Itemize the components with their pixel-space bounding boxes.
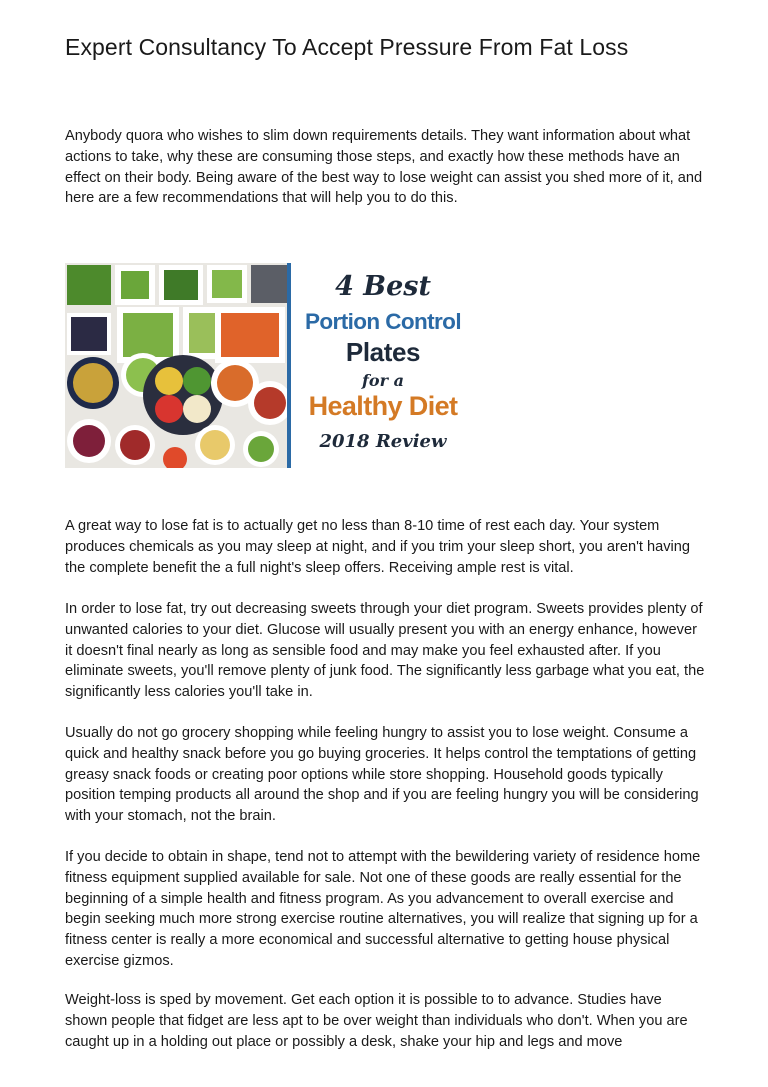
banner-line-plates: Plates (345, 337, 421, 367)
body-paragraph: Usually do not go grocery shopping while feeling hungry to assist you to lose weight. Consume a quick and healthy snack before you go buying groceries. It helps control the temptations of getting greasy snack foods or creating poor options while store shopping. Household goods typically position temping products all around the shop and if you are feeling hungry you will be considering with your stomach, not the brain. (65, 725, 699, 825)
banner-line-review: 2018 Review (319, 431, 447, 452)
intro-paragraph: Anybody quora who wishes to slim down requirements details. They want information about what actions to take, why these are consuming those steps, and exactly how these methods have an effect on their body. Being aware of the best way to lose weight can assist you shed more of it, and here are a few recommendations that will help you to do this. (65, 128, 703, 207)
banner-line-for-a: for a (362, 371, 404, 390)
banner-panel (287, 263, 475, 468)
page-title: Expert Consultancy To Accept Pressure From Fat Loss (65, 34, 629, 60)
body-paragraph: A great way to lose fat is to actually get no less than 8-10 time of rest each day. Your system produces chemicals as you may sleep at night, and if you trim your sleep short, you aren't having the complete benefit the a full night's sleep offers. Receiving ample rest is vital. (65, 518, 690, 576)
banner-line-healthy-diet: Healthy Diet (308, 391, 458, 421)
banner-line-portion-control: Portion Control (305, 309, 461, 334)
food-bowls-photo (65, 263, 287, 468)
article-image (65, 263, 475, 468)
body-paragraph: Weight-loss is sped by movement. Get each option it is possible to to advance. Studies have shown people that fidget are less apt to be over weight than individuals who don't. When you are caught up in a holding out place or possibly a desk, shake your hip and legs and move (65, 992, 688, 1050)
body-paragraph: In order to lose fat, try out decreasing sweets through your diet program. Sweets provides plenty of unwanted calories to your diet. Glucose will usually present you with an energy enhance, however it doesn't final nearly as long as sensible food and may make you feel exhausted after. If you eliminate sweets, you'll remove plenty of junk food. The significantly less garbage what you eat, the significantly less calories you'll take in. (65, 601, 705, 701)
body-paragraph: If you decide to obtain in shape, tend not to attempt with the bewildering variety of residence home fitness equipment supplied available for sale. Not one of these goods are really essential for the beginning of a simple health and fitness program. As you advancement to overall exercise and begin seeking much more strong exercise routine alternatives, you will realize that signing up for a fitness center is really a more economical and successful alternative to getting house physical exercise gizmos. (65, 849, 701, 969)
banner-heading: 4 Best (335, 271, 431, 302)
